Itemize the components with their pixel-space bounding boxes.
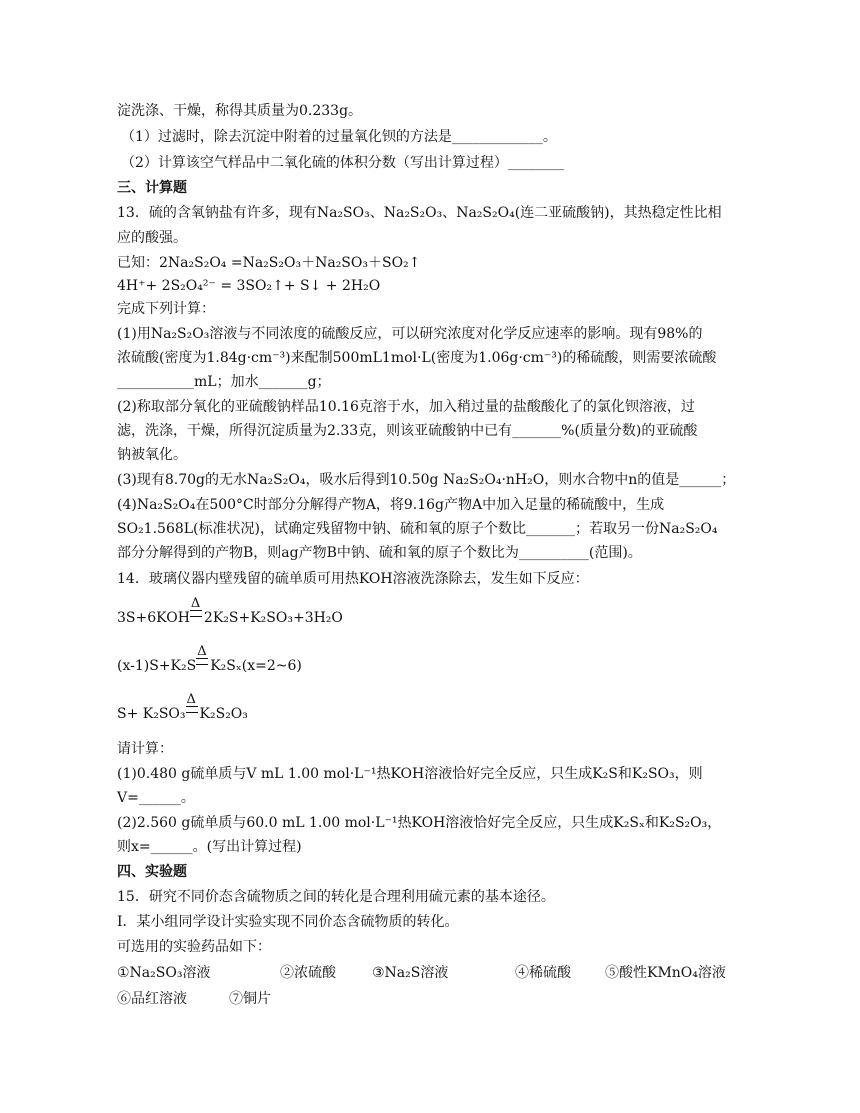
question-12-part-1: （1）过滤时，除去沉淀中附着的过量氧化钡的方法是_____________。	[121, 129, 557, 145]
reagent-item: ③Na₂S溶液	[372, 965, 449, 981]
question-13-text: 硫的含氧钠盐有许多，现有Na₂SO₃、Na₂S₂O₃、Na₂S₂O₄(连二亚硫酸钠)，其热稳定性比相	[148, 205, 722, 221]
question-13-part-3: (3)现有8.70g的无水Na₂S₂O₄，吸水后得到10.50g Na₂S₂O₄·nH₂O，则水合物中n的值是______；	[117, 472, 736, 488]
question-14-part-2-line-2: 则x=______。(写出计算过程)	[117, 839, 302, 855]
instruction-text: 请计算：	[117, 741, 173, 757]
instruction-text: 完成下列计算：	[117, 301, 215, 317]
question-13-part-4-line-2: SO₂1.568L(标准状况)，试确定残留物中钠、硫和氧的原子个数比_______；若取另一份Na₂S₂O₄	[117, 521, 718, 537]
reaction-equation-3	[117, 692, 248, 724]
heat-arrow-icon: Δ	[186, 704, 200, 724]
heat-arrow-icon: Δ	[196, 656, 210, 676]
reaction-products: K₂Sₓ(x=2~6)	[210, 658, 302, 674]
section-heading-calculation: 三、计算题	[117, 180, 187, 196]
reaction-equation-1	[117, 596, 343, 628]
question-13-part-4-line-1: (4)Na₂S₂O₄在500°C时部分分解得产物A，将9.16g产物A中加入足量的稀硫酸中，生成	[117, 497, 665, 513]
question-13-line-1	[117, 203, 722, 223]
question-15-stem: 15．研究不同价态含硫物质之间的转化是合理利用硫元素的基本途径。	[117, 889, 555, 905]
question-13-part-2-line-2: 滤，洗涤，干燥，所得沉淀质量为2.33克，则该亚硫酸钠中已有_______%(质量分数)的亚硫酸	[117, 423, 698, 439]
reaction-products: K₂S₂O₃	[199, 706, 248, 722]
question-13-part-1-line-2: 浓硫酸(密度为1.84g·cm⁻³)来配制500mL1mol·L(密度为1.06g·cm⁻³)的稀硫酸，则需要浓硫酸	[117, 350, 717, 366]
reagent-item: ⑤酸性KMnO₄溶液	[605, 965, 726, 981]
reagent-item: ①Na₂SO₃溶液	[117, 965, 211, 981]
question-13-part-1-line-1: (1)用Na₂S₂O₃溶液与不同浓度的硫酸反应，可以研究浓度对化学反应速率的影响。现有98%的	[117, 326, 703, 342]
question-14-part-1-line-1: (1)0.480 g硫单质与V mL 1.00 mol·L⁻¹热KOH溶液恰好完全反应，只生成K₂S和K₂SO₃，则	[117, 766, 703, 782]
question-14-part-1-line-2: V=______。	[117, 790, 195, 806]
question-13-part-1-line-3: ___________mL；加水_______g；	[117, 374, 331, 390]
question-number: 13．	[117, 205, 149, 221]
known-equation-1: 已知：2Na₂S₂O₄ =Na₂S₂O₃＋Na₂SO₃＋SO₂↑	[117, 255, 421, 271]
reaction-products: 2K₂S+K₂SO₃+3H₂O	[203, 610, 343, 626]
question-15-part-I: I．某小组同学设计实验实现不同价态含硫物质的转化。	[117, 914, 459, 930]
reaction-equation-2	[117, 644, 302, 676]
question-13-part-2-line-1: (2)称取部分氧化的亚硫酸钠样品10.16克溶于水，加入稍过量的盐酸酸化了的氯化钡溶液，过	[117, 399, 695, 415]
reaction-reactants: 3S+6KOH	[117, 610, 190, 626]
reagent-item: ②浓硫酸	[280, 965, 336, 981]
known-equation-2: 4H⁺+ 2S₂O₄²⁻ = 3SO₂↑+ S↓ + 2H₂O	[117, 278, 381, 294]
question-14-stem: 14．玻璃仪器内壁残留的硫单质可用热KOH溶液洗涤除去，发生如下反应：	[117, 571, 589, 587]
question-13-line-2: 应的酸强。	[117, 230, 187, 246]
reagent-item: ⑥品红溶液	[117, 991, 187, 1007]
reaction-reactants: S+ K₂SO₃	[117, 706, 186, 722]
reagents-intro: 可选用的实验药品如下：	[117, 939, 271, 955]
question-13-part-2-line-3: 钠被氧化。	[117, 447, 187, 463]
heat-arrow-icon: Δ	[190, 608, 204, 628]
reagent-list-row-2	[117, 989, 737, 1009]
question-13-part-4-line-3: 部分分解得到的产物B，则ag产物B中钠、硫和氧的原子个数比为__________(范围)。	[117, 545, 642, 561]
question-14-part-2-line-1: (2)2.560 g硫单质与60.0 mL 1.00 mol·L⁻¹热KOH溶液恰好完全反应，只生成K₂Sₓ和K₂S₂O₃，	[117, 815, 722, 831]
reagent-item: ⑦铜片	[229, 991, 271, 1007]
section-heading-experiment: 四、实验题	[117, 864, 187, 880]
question-12-part-2: （2）计算该空气样品中二氧化硫的体积分数（写出计算过程）________	[121, 155, 564, 171]
text-line: 淀洗涤、干燥，称得其质量为0.233g。	[117, 103, 363, 119]
reagent-item: ④稀硫酸	[515, 965, 571, 981]
reagent-list-row-1	[117, 963, 737, 983]
reaction-reactants: (x-1)S+K₂S	[117, 658, 197, 674]
